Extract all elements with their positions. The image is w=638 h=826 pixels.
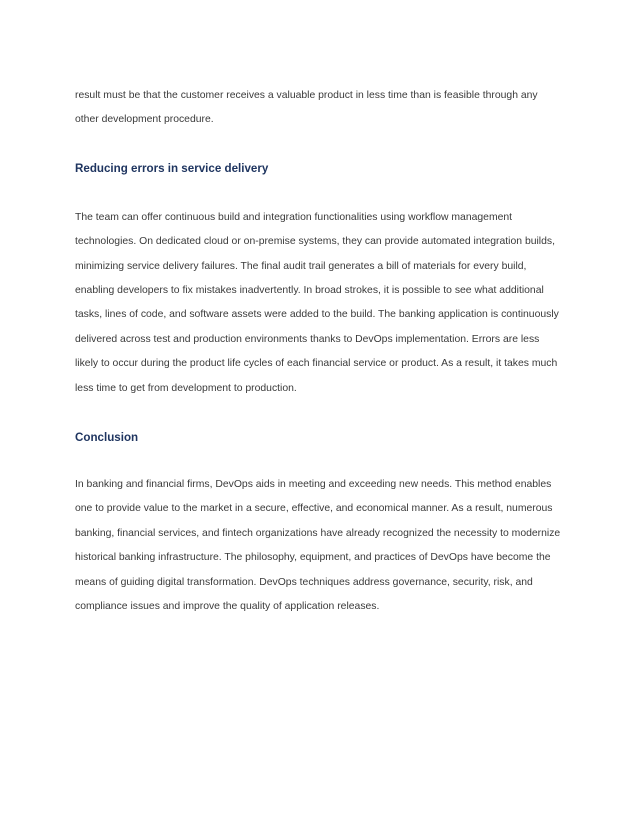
- text-line: means of guiding digital transformation. DevOps techniques address governance, security, risk, and: [75, 576, 533, 588]
- text-line: historical banking infrastructure. The philosophy, equipment, and practices of DevOps have become the: [75, 552, 551, 564]
- text-line: In banking and financial firms, DevOps aids in meeting and exceeding new needs. This method enables: [75, 479, 552, 491]
- text-line: tasks, lines of code, and software assets were added to the build. The banking application is continuously: [75, 309, 559, 321]
- text-line: enabling developers to fix mistakes inadvertently. In broad strokes, it is possible to see what additional: [75, 285, 544, 297]
- text-line: technologies. On dedicated cloud or on-premise systems, they can provide automated integration builds,: [75, 236, 555, 248]
- section-heading-conclusion: Conclusion: [75, 431, 139, 445]
- text-line: delivered across test and production environments thanks to DevOps implementation. Errors are less: [75, 333, 540, 345]
- text-line: result must be that the customer receives a valuable product in less time than is feasible through any: [75, 90, 538, 101]
- intro-paragraph: [75, 84, 565, 133]
- reducing-errors-paragraph: [75, 206, 565, 401]
- document-body: [75, 84, 565, 620]
- text-line: The team can offer continuous build and integration functionalities using workflow management: [75, 211, 513, 223]
- text-line: other development procedure.: [75, 114, 214, 126]
- section-heading-reducing-errors: Reducing errors in service delivery: [75, 161, 269, 175]
- text-line: one to provide value to the market in a secure, effective, and economical manner. As a result, numerous: [75, 503, 553, 515]
- conclusion-paragraph: [75, 473, 565, 619]
- text-line: minimizing service delivery failures. The final audit trail generates a bill of materials for every build,: [75, 260, 527, 272]
- text-line: likely to occur during the product life cycles of each financial service or product. As a result, it takes much: [75, 358, 558, 370]
- text-line: less time to get from development to production.: [75, 382, 297, 394]
- text-line: compliance issues and improve the quality of application releases.: [75, 601, 380, 613]
- text-line: banking, financial services, and fintech organizations have already recognized the necessity to modernize: [75, 527, 561, 539]
